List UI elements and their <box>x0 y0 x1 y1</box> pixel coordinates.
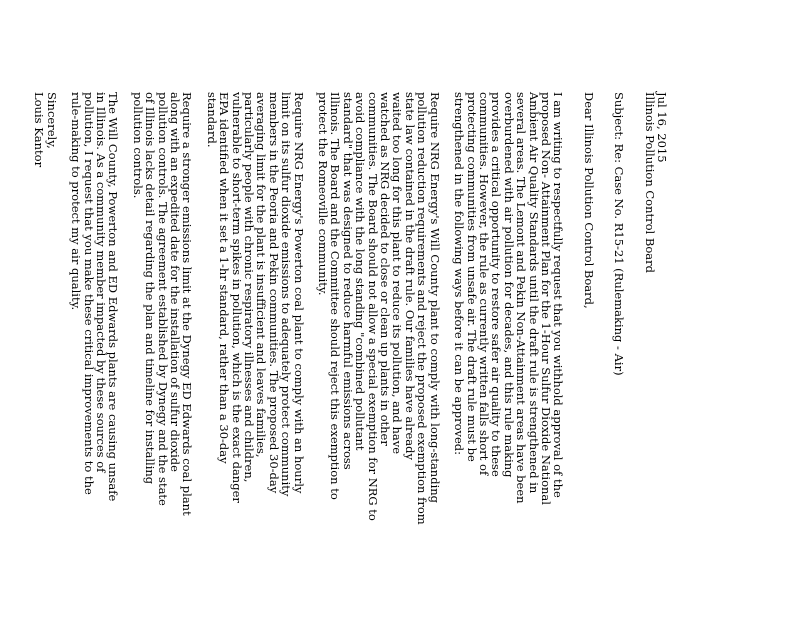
spacer <box>441 92 453 596</box>
letter-subject: Subject: Re: Case No. R15-21 (Rulemaking - Air) <box>612 92 627 376</box>
paragraph-line: Require NRG Energy's Powerton coal plant to comply with an hourly <box>291 92 306 494</box>
letter-date: Jul 16, 2015 <box>655 92 669 163</box>
paragraph-line: EPA identified when it set a 1-hr standard, rather than a 30-day <box>217 92 232 464</box>
paragraph-conclusion <box>70 92 120 596</box>
paragraph-line: of Illinois lacks detail regarding the plan and timeline for installing <box>143 92 158 485</box>
paragraph-line: I am writing to respectfully request that you withhold approval of the <box>551 92 566 498</box>
paragraph-line: in Illinois. As a community member impacted by these sources of <box>93 92 108 473</box>
paragraph-line: Ambient Air Quality Standards until the draft rule is strengthened in <box>526 92 541 494</box>
letter-closing: Sincerely, <box>44 92 59 149</box>
paragraph-line: provides a critical opportunity to restore safer air quality to these <box>489 92 504 477</box>
paragraph-line: limit on its sulfur dioxide emissions to adequately protect community <box>279 92 294 497</box>
paragraph-line: watched as NRG decided to close or clean up plants in other <box>378 92 393 446</box>
letter-salutation: Dear Illinois Pollution Control Board, <box>581 92 596 309</box>
paragraph-will-county <box>317 92 441 596</box>
paragraph-line: vulnerable to short-term spikes in pollution, which is the exact danger <box>229 92 244 503</box>
paragraph-line: strengthened in the following ways before it can be approved: <box>452 92 467 456</box>
paragraph-line: avoid compliance with the long standing "combined pollutant <box>353 92 368 451</box>
paragraph-line: proposed Non- Attainment Plan for the 1-Hour Sulfur Dioxide National <box>538 92 553 505</box>
spacer <box>193 92 205 596</box>
paragraph-line: rule-making to protect my air quality. <box>69 92 84 311</box>
spacer <box>305 92 317 596</box>
paragraph-line: standard. <box>204 92 219 148</box>
spacer <box>564 92 582 596</box>
paragraph-line: particularly people with chronic respiratory illnesses and children, <box>242 92 257 483</box>
paragraph-powerton <box>205 92 304 596</box>
letter-signature: Louis Kantor <box>32 92 47 168</box>
paragraph-line: several areas. The Lemont and Pekin Non-Attainment areas have been <box>514 92 529 504</box>
paragraph-line: pollution controls. The agreement established by Dynegy and the state <box>155 92 170 506</box>
spacer <box>595 92 613 596</box>
paragraph-line: overburdened with air pollution for decades, and this rule making <box>501 92 516 478</box>
spacer <box>119 92 131 596</box>
paragraph-line: members in the Peoria and Pekin communities. The proposed 30-day <box>266 92 281 494</box>
paragraph-line: state law contained in the draft rule. Our families have already <box>402 92 417 460</box>
paragraph-line: along with an expedited date for the installation of sulfur dioxide <box>168 92 182 472</box>
paragraph-line: communities. The Board should not allow a special exemption for NRG to <box>365 92 380 521</box>
paragraph-line: pollution controls. <box>130 92 145 199</box>
paragraph-line: pollution reduction requirements and reject the proposed exemption from <box>415 92 430 525</box>
paragraph-line: standard" that was designed to reduce harmful emissions across <box>340 92 355 470</box>
paragraph-line: averaging limit for the plant is insufficient and leaves families, <box>254 92 269 458</box>
paragraph-line: communities. However, the rule as currently written falls short of <box>476 92 491 476</box>
letter-recipient: Illinois Pollution Control Board <box>642 92 657 273</box>
paragraph-line: waited too long for this plant to reduce its pollution, and have <box>390 92 405 455</box>
paragraph-line: protecting communities from unsafe air. The draft rule must be <box>464 92 479 462</box>
paragraph-line: Require a stronger emissions limit at the Dynegy ED Edwards coal plant <box>180 92 195 516</box>
spacer <box>58 92 70 596</box>
spacer <box>625 92 643 596</box>
paragraph-request <box>453 92 565 596</box>
paragraph-line: Illinois. The Board and the Committee should reject this exemption to <box>328 92 343 500</box>
paragraph-ed-edwards <box>131 92 193 596</box>
paragraph-line: pollution, I request that you make these critical improvements to the <box>81 92 96 495</box>
paragraph-line: protect the Romeoville community. <box>316 92 331 296</box>
paragraph-line: Require NRG Energy's Will County plant to comply with long-standing <box>427 92 442 504</box>
paragraph-line: The Will County, Powerton and ED Edwards plants are causing unsafe <box>106 92 121 502</box>
